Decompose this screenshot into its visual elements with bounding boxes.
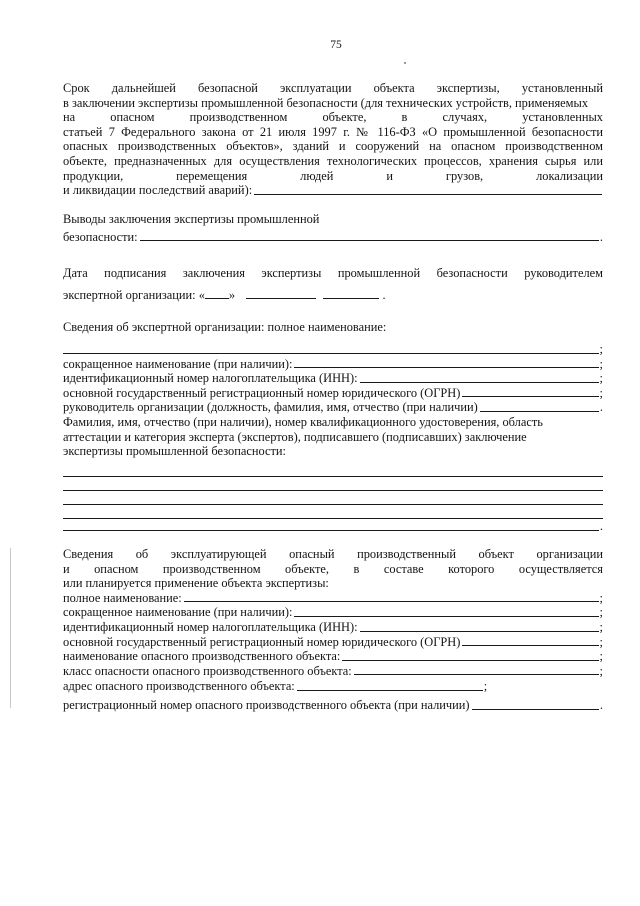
field-label: и ликвидации последствий аварий): [63, 183, 253, 198]
hazardous-object-address-field [63, 679, 603, 694]
field-label: полное наименование: [63, 590, 182, 605]
expert-blank-lines [63, 463, 603, 534]
expert-info-line: экспертизы промышленной безопасности: [63, 444, 286, 459]
inn-field [63, 371, 603, 386]
service-life-line: опасных производственных объектов», зданий и сооружений на опасном производственном [63, 139, 603, 154]
fill-in-line[interactable] [294, 615, 598, 617]
expert-org-heading: Сведения об экспертной организации: полное наименование: [63, 320, 387, 334]
field-end-mark: . [599, 229, 603, 244]
field-end-mark: ; [599, 342, 603, 356]
day-blank[interactable] [205, 288, 229, 299]
field-end-mark: ; [599, 649, 603, 664]
field-end-mark: ; [599, 619, 603, 634]
field-end-mark: ; [599, 356, 603, 371]
signing-date-field [63, 288, 603, 303]
fill-in-line[interactable] [294, 366, 598, 368]
field-end-mark: ; [599, 371, 603, 386]
fill-in-line[interactable] [472, 708, 599, 710]
field-end-mark: ; [599, 634, 603, 649]
field-end-mark: ; [599, 605, 603, 620]
fill-in-line[interactable] [254, 193, 602, 195]
year-blank[interactable] [323, 288, 379, 299]
field-label: сокращенное наименование (при наличии): [63, 356, 293, 371]
blank-line-last [63, 519, 603, 534]
ogrn-field [63, 386, 603, 401]
fill-in-line[interactable] [63, 352, 599, 354]
field-label: руководитель организации (должность, фамилия, имя, отчество (при наличии) [63, 400, 478, 415]
service-life-line: объекте, предназначенных для осуществления технологических процессов, хранения сырья или [63, 153, 603, 168]
operator-inn-field [63, 620, 603, 635]
expert-info-line: Фамилия, имя, отчество (при наличии), номер квалификационного удостоверения, область [63, 414, 543, 429]
operator-short-name-field [63, 605, 603, 620]
scan-speck [404, 62, 406, 64]
fill-in-line[interactable] [140, 239, 599, 241]
field-end-mark: . [599, 400, 603, 415]
conclusions-field [63, 230, 603, 245]
operator-heading-line: или планируется применение объекта экспертизы: [63, 576, 329, 591]
field-label: наименование опасного производственного объекта: [63, 649, 341, 664]
quote-mark: » [228, 287, 236, 302]
field-label: экспертной организации: « [63, 287, 205, 302]
service-life-line: статьей 7 Федерального закона от 21 июля 1997 г. № 116-ФЗ «О промышленной безопасности [63, 124, 603, 139]
field-label: класс опасности опасного производственного объекта: [63, 663, 352, 678]
field-label: адрес опасного производственного объекта: [63, 679, 295, 694]
fill-in-line[interactable] [297, 689, 483, 691]
signing-date-section [63, 266, 603, 302]
page-number: 75 [330, 39, 342, 51]
service-life-line: на опасном производственном объекте, в случаях, установленных [63, 110, 603, 125]
conclusions-section [63, 212, 603, 244]
service-life-line: в заключении экспертизы промышленной безопасности (для технических устройств, применяемых [63, 95, 589, 110]
blank-line[interactable] [63, 477, 603, 491]
blank-line[interactable] [63, 463, 603, 477]
accident-liquidation-field [63, 183, 603, 198]
field-label: регистрационный номер опасного производственного объекта (при наличии) [63, 697, 470, 712]
operator-ogrn-field [63, 635, 603, 650]
scan-edge-line [10, 548, 11, 708]
full-name-line [63, 343, 603, 357]
month-blank[interactable] [246, 288, 316, 299]
operator-heading-line: Сведения об эксплуатирующей опасный производственный объект организации [63, 547, 603, 561]
service-life-line: продукции, перемещения людей и грузов, локализации [63, 168, 603, 183]
field-end-mark: ; [599, 590, 603, 605]
field-end-mark: ; [599, 385, 603, 400]
blank-line[interactable] [63, 505, 603, 519]
field-end-mark: ; [483, 679, 488, 694]
fill-in-line[interactable] [342, 659, 598, 661]
field-label: идентификационный номер налогоплательщика (ИНН): [63, 371, 358, 386]
field-end-mark: . [599, 697, 603, 712]
operator-heading-line: и опасном производственном объекте, в составе которого осуществляется [63, 561, 603, 576]
fill-in-line[interactable] [63, 529, 599, 531]
expert-organization-section [63, 320, 603, 534]
fill-in-line[interactable] [184, 600, 599, 602]
fill-in-line[interactable] [360, 630, 599, 632]
director-field [63, 400, 603, 415]
hazard-class-field [63, 664, 603, 679]
signing-date-heading: Дата подписания заключения экспертизы промышленной безопасности руководителем [63, 266, 603, 280]
service-life-line: Срок дальнейшей безопасной эксплуатации объекта экспертизы, установленный [63, 81, 603, 95]
short-name-field [63, 357, 603, 372]
field-end-mark: ; [599, 663, 603, 678]
fill-in-line[interactable] [462, 644, 598, 646]
conclusions-heading: Выводы заключения экспертизы промышленной [63, 212, 320, 226]
expert-info-line: аттестации и категория эксперта (экспертов), подписавшего (подписавших) заключение [63, 429, 527, 444]
field-label: идентификационный номер налогоплательщика (ИНН): [63, 619, 358, 634]
hazardous-object-name-field [63, 649, 603, 664]
service-life-section [63, 81, 603, 198]
registration-number-field [63, 698, 603, 713]
field-label: основной государственный регистрационный номер юридического (ОГРН) [63, 385, 461, 400]
fill-in-line[interactable] [354, 673, 599, 675]
field-label: безопасности: [63, 229, 138, 244]
field-label: основной государственный регистрационный номер юридического (ОГРН) [63, 634, 461, 649]
field-end-mark: . [599, 519, 603, 534]
fill-in-line[interactable] [462, 395, 598, 397]
blank-line[interactable] [63, 491, 603, 505]
fill-in-line[interactable] [480, 410, 599, 412]
operator-full-name-field [63, 591, 603, 606]
field-end-mark: . [382, 287, 386, 302]
field-label: сокращенное наименование (при наличии): [63, 605, 293, 620]
fill-in-line[interactable] [360, 381, 599, 383]
operating-organization-section [63, 547, 603, 713]
